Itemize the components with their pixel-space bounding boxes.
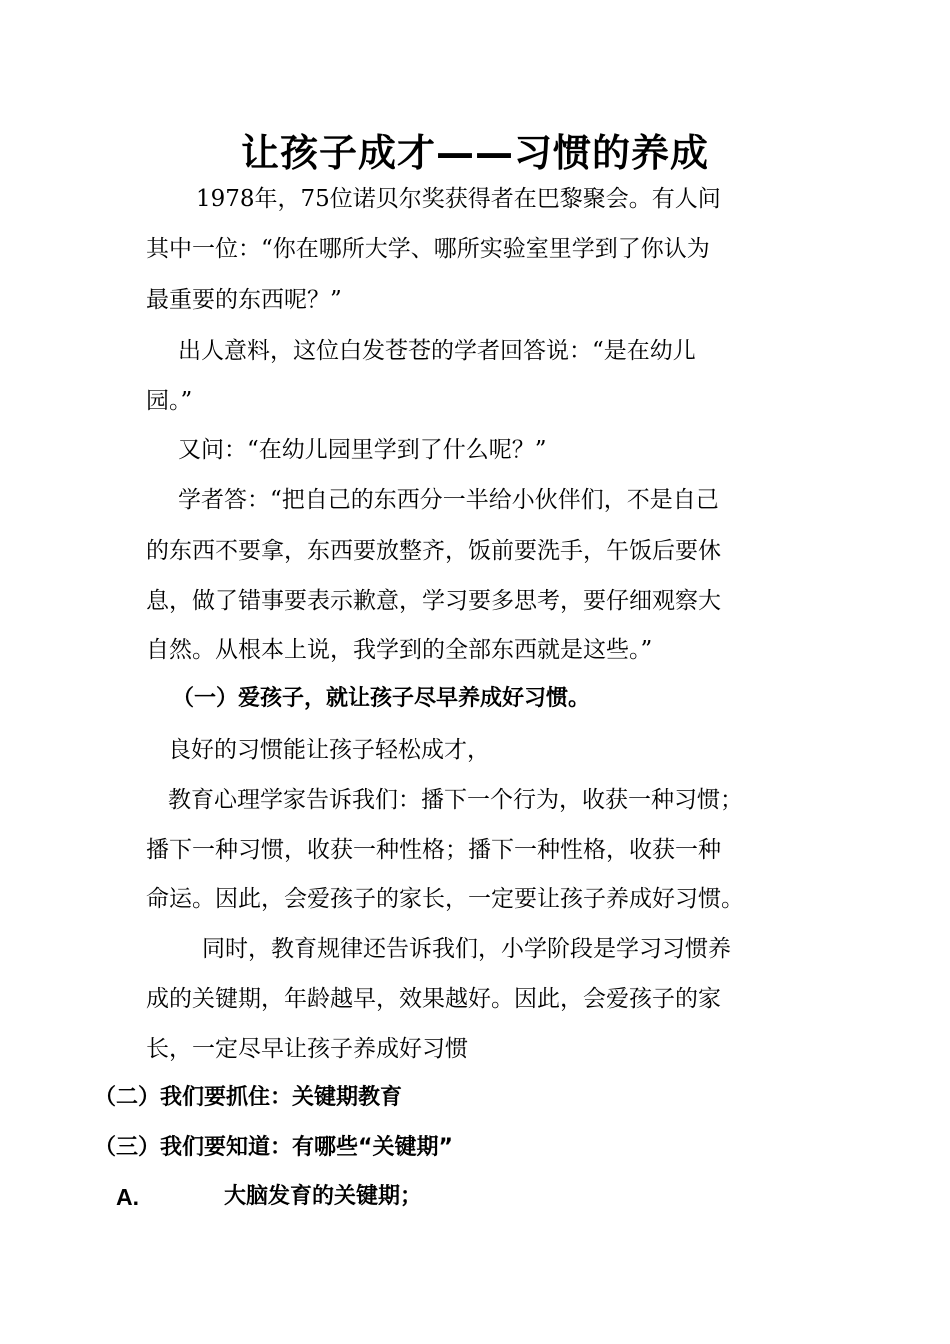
paragraph-7-line-3: 长，一定尽早让孩子养成好习惯 <box>146 1036 468 1062</box>
paragraph-6-line-1: 教育心理学家告诉我们：播下一个行为，收获一种习惯； <box>168 787 743 813</box>
paragraph-6-line-3: 命运。因此，会爱孩子的家长，一定要让孩子养成好习惯。 <box>146 886 744 912</box>
paragraph-4-line-4: 自然。从根本上说，我学到的全部东西就是这些。” <box>146 637 653 663</box>
paragraph-2-line-1: 出人意料，这位白发苍苍的学者回答说：“是在幼儿 <box>178 338 696 364</box>
heading-section-3: （三）我们要知道：有哪些“关键期” <box>94 1135 453 1160</box>
list-item-a-text: 大脑发育的关键期； <box>224 1184 423 1209</box>
list-item-a-marker: A. <box>116 1184 139 1210</box>
paragraph-1-line-2: 其中一位：“你在哪所大学、哪所实验室里学到了你认为 <box>146 236 710 262</box>
paragraph-1-line-1: 1978年，75位诺贝尔奖获得者在巴黎聚会。有人问 <box>196 186 721 212</box>
paragraph-7-line-2: 成的关键期，年龄越早，效果越好。因此，会爱孩子的家 <box>146 986 721 1012</box>
paragraph-4-line-1: 学者答：“把自己的东西分一半给小伙伴们，不是自己 <box>178 487 719 513</box>
paragraph-7-line-1: 同时，教育规律还告诉我们，小学阶段是学习习惯养 <box>202 936 731 962</box>
heading-section-2: （二）我们要抓住：关键期教育 <box>94 1085 403 1110</box>
heading-section-1: （一）爱孩子，就让孩子尽早养成好习惯。 <box>172 686 591 711</box>
paragraph-6-line-2: 播下一种习惯，收获一种性格；播下一种性格，收获一种 <box>146 837 721 863</box>
paragraph-4-line-2: 的东西不要拿，东西要放整齐，饭前要洗手，午饭后要休 <box>146 538 721 564</box>
paragraph-3-line-1: 又问：“在幼儿园里学到了什么呢？” <box>178 437 547 463</box>
document-title: 让孩子成才——习惯的养成 <box>240 131 709 175</box>
paragraph-1-line-3: 最重要的东西呢？” <box>146 287 342 313</box>
paragraph-2-line-2: 园。” <box>146 388 193 414</box>
paragraph-4-line-3: 息，做了错事要表示歉意，学习要多思考，要仔细观察大 <box>146 588 721 614</box>
paragraph-5-line-1: 良好的习惯能让孩子轻松成才， <box>168 737 490 763</box>
